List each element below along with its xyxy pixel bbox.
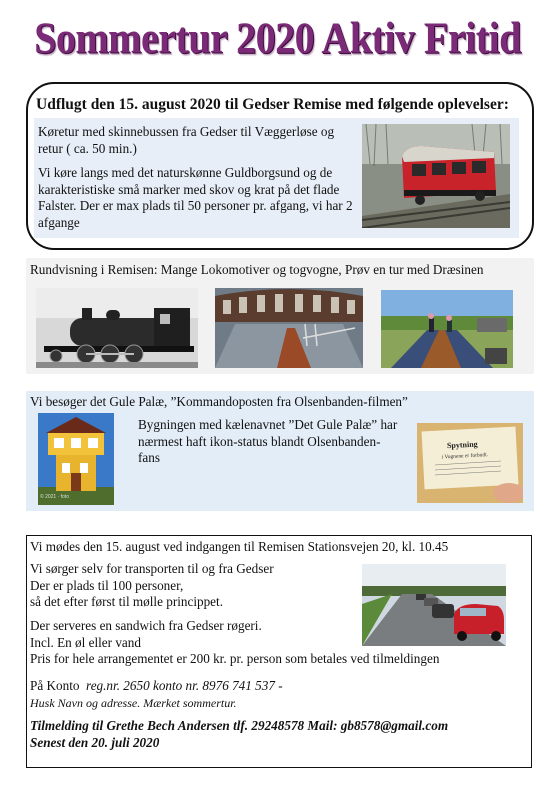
transport-line: Vi sørger selv for transporten til og fra Gedser bbox=[30, 561, 274, 576]
excursion-heading: Udflugt den 15. august 2020 til Gedser Remise med følgende oplevelser: bbox=[36, 96, 509, 113]
first-come-line: så det efter først til mølle princippet. bbox=[30, 594, 223, 609]
draisine-photo bbox=[381, 290, 513, 368]
meeting-info: Vi mødes den 15. august ved indgangen til Remisen Stationsvejen 20, kl. 10.45 bbox=[30, 539, 449, 554]
depot-tour-heading: Rundvisning i Remisen: Mange Lokomotiver og togvogne, Prøv en tur med Dræsinen bbox=[30, 262, 484, 277]
payment-info bbox=[30, 678, 500, 711]
transport-info bbox=[30, 561, 330, 611]
no-spitting-sign-photo bbox=[417, 423, 523, 503]
sign-title: Spytning bbox=[446, 439, 478, 451]
beer-line: Incl. En øl eller vand bbox=[30, 634, 141, 650]
deadline-line: Senest den 20. juli 2020 bbox=[30, 734, 160, 750]
yellow-palace-photo bbox=[38, 413, 114, 505]
page-title: Sommertur 2020 Aktiv Fritid bbox=[34, 12, 521, 63]
excursion-text-railbus: Køretur med skinnebussen fra Gedser til Væggerløse og retur ( ca. 50 min.) bbox=[38, 124, 335, 156]
yellow-palace-heading: Vi besøger det Gule Palæ, ”Kommandoposten fra Olsenbanden-filmen” bbox=[30, 394, 408, 409]
price-line: Pris for hele arrangementet er 200 kr. pr. person som betales ved tilmeldingen bbox=[30, 651, 440, 666]
photo-credit: © 2021 · foto bbox=[40, 494, 69, 500]
yellow-palace-text: Bygningen med kælenavnet ”Det Gule Palæ” har nærmest haft ikon-status blandt Olsenbanden-fans bbox=[138, 417, 398, 465]
railbus-photo bbox=[362, 124, 510, 228]
capacity-line: Der er plads til 100 personer, bbox=[30, 577, 184, 593]
catering-info bbox=[30, 618, 500, 668]
steam-locomotive-photo bbox=[36, 288, 198, 368]
excursion-text-route: Vi køre langs med det naturskønne Guldborgsund og de karakteristiske små marker med skov og krat på det flade Falster. Der er max plads til 50 personer pr. afgang, vi har 2 afgange bbox=[38, 165, 353, 230]
account-line bbox=[30, 678, 500, 695]
roundhouse-photo bbox=[215, 288, 363, 368]
account-note: Husk Navn og adresse. Mærket sommertur. bbox=[30, 695, 237, 710]
account-label: På Konto bbox=[30, 678, 80, 693]
registration-line: Tilmelding til Grethe Bech Andersen tlf. 29248578 Mail: gb8578@gmail.com bbox=[30, 718, 449, 733]
registration-info bbox=[30, 718, 510, 751]
account-number: reg.nr. 2650 konto nr. 8976 741 537 - bbox=[86, 678, 283, 693]
sign-text: i Vognene er forbudt. bbox=[441, 452, 489, 461]
sandwich-line: Der serveres en sandwich fra Gedser røgeri. bbox=[30, 618, 262, 633]
